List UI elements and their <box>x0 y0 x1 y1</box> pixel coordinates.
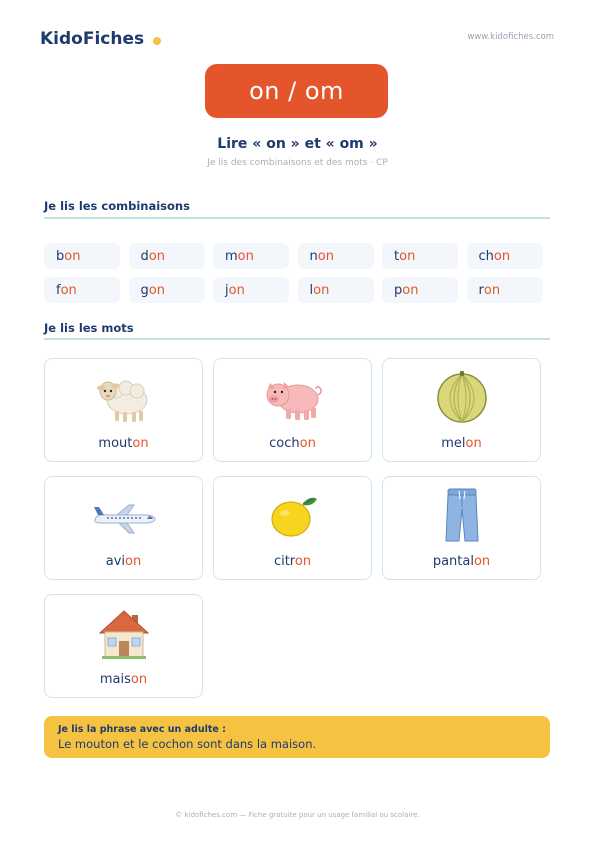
syllable-sound: on <box>399 248 416 264</box>
syllable-consonant: d <box>140 248 149 264</box>
word-stem: mais <box>99 672 131 687</box>
syllable-sound: on <box>64 248 81 264</box>
page-subtitle: Je lis des combinaisons et des mots · CP <box>207 158 388 168</box>
syllable-tile <box>467 277 543 303</box>
syllable-tile <box>44 277 120 303</box>
word-card <box>382 358 541 462</box>
word-stem: mout <box>98 436 133 451</box>
syllable-sound: on <box>483 282 501 298</box>
syllable-consonant: ch <box>478 248 494 264</box>
syllable-consonant: t <box>394 248 400 264</box>
trousers-icon <box>383 485 540 545</box>
word-label <box>383 554 540 569</box>
word-ending: on <box>294 554 312 569</box>
brand-logo: KidoFiches <box>40 29 145 49</box>
word-card <box>44 594 203 698</box>
syllable-sound: on <box>148 248 165 264</box>
page-title: Lire « on » et « om » <box>217 136 378 152</box>
syllable-sound: on <box>228 282 245 298</box>
syllable-tile <box>298 277 374 303</box>
sound-badge: on / om <box>205 64 388 118</box>
syllable-tile <box>129 277 205 303</box>
airplane-icon <box>45 485 202 545</box>
syllable-sound: on <box>317 248 334 264</box>
house-icon <box>45 603 202 663</box>
footer-note: © kidofiches.com — Fiche gratuite pour un usage familial ou scolaire. <box>175 811 420 819</box>
syllable-tile <box>382 277 458 303</box>
syllable-tile <box>467 243 543 269</box>
syllable-tile <box>298 243 374 269</box>
word-label <box>383 436 540 451</box>
word-stem: coch <box>269 436 300 451</box>
word-label <box>45 554 202 569</box>
syllable-sound: on <box>237 248 254 264</box>
syllable-tile <box>44 243 120 269</box>
word-ending: on <box>125 554 142 569</box>
syllable-tile <box>382 243 458 269</box>
syllable-sound: on <box>313 282 330 298</box>
syllable-sound: on <box>493 248 511 264</box>
word-ending: on <box>130 672 148 687</box>
sentence-callout <box>44 716 550 758</box>
word-label <box>45 436 202 451</box>
word-stem: avi <box>105 554 126 569</box>
word-ending: on <box>132 436 149 451</box>
word-stem: pantal <box>432 554 474 569</box>
word-ending: on <box>473 554 491 569</box>
pig-icon <box>214 367 371 427</box>
combinations-grid <box>44 243 544 303</box>
word-label <box>214 554 371 569</box>
syllable-sound: on <box>60 282 77 298</box>
syllable-tile <box>213 243 289 269</box>
syllable-sound: on <box>148 282 165 298</box>
words-heading: Je lis les mots <box>44 321 134 335</box>
syllable-tile <box>129 243 205 269</box>
syllable-sound: on <box>402 282 419 298</box>
sentence-label: Je lis la phrase avec un adulte : <box>58 724 226 735</box>
word-ending: on <box>465 436 482 451</box>
syllable-consonant: g <box>140 282 149 298</box>
syllable-consonant: j <box>225 282 229 298</box>
sheep-icon <box>45 367 202 427</box>
syllable-tile <box>213 277 289 303</box>
lemon-icon <box>214 485 371 545</box>
words-grid <box>44 358 541 698</box>
word-label <box>214 436 371 451</box>
word-card <box>44 476 203 580</box>
combinations-divider <box>44 217 550 219</box>
word-card <box>44 358 203 462</box>
word-label <box>45 672 202 687</box>
melon-icon <box>383 367 540 427</box>
syllable-consonant: l <box>309 282 314 298</box>
site-url[interactable]: www.kidofiches.com <box>467 32 554 42</box>
word-card <box>213 476 372 580</box>
syllable-consonant: m <box>225 248 238 264</box>
syllable-consonant: r <box>478 282 484 298</box>
combinations-heading: Je lis les combinaisons <box>44 199 190 213</box>
word-card <box>213 358 372 462</box>
word-card <box>382 476 541 580</box>
syllable-consonant: b <box>56 248 65 264</box>
brand-dot <box>153 37 161 45</box>
word-ending: on <box>299 436 316 451</box>
word-stem: citr <box>273 554 295 569</box>
words-divider <box>44 338 550 340</box>
word-stem: mel <box>441 436 466 451</box>
syllable-consonant: f <box>56 282 61 298</box>
sentence-text: Le mouton et le cochon sont dans la maison. <box>58 737 317 751</box>
syllable-consonant: n <box>309 248 318 264</box>
syllable-consonant: p <box>394 282 403 298</box>
